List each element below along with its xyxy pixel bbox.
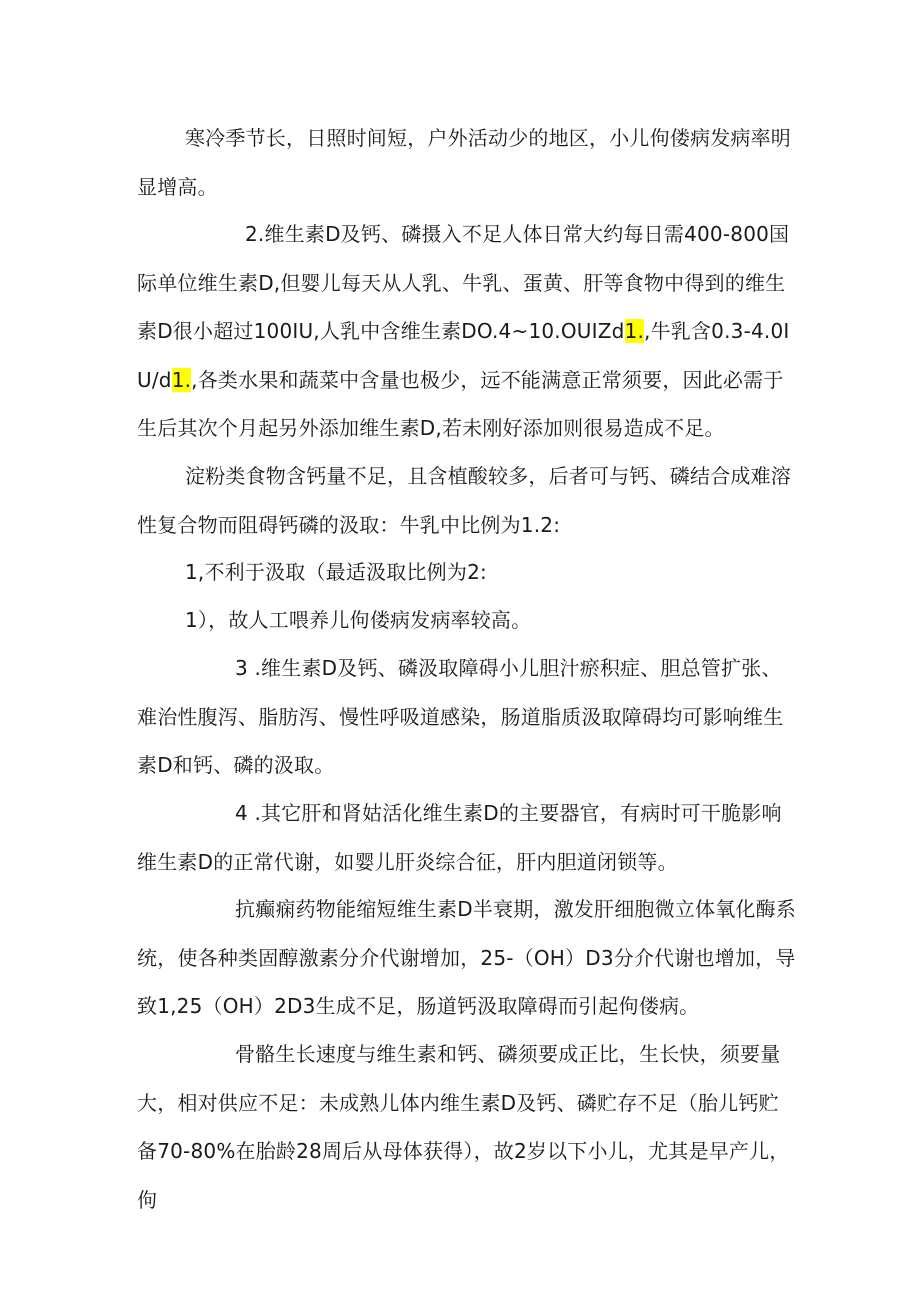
paragraph-text: 2.维生素D及钙、磷摄入不足人体日常大约每日需400-800国际单位维生素D,但婴儿每天从人乳、牛乳、蛋黄、肝等食物中得到的维生素D很小超过100IU,人乳中含维生素DO.4~10.OUIZd xyxy=(137,222,790,343)
highlighted-text: 1. xyxy=(171,367,192,392)
paragraph-artificial-feeding xyxy=(137,596,797,645)
paragraph-text: 骨骼生长速度与维生素和钙、磷须要成正比，生长快，须要量大，相对供应不足：未成熟儿体内维生素D及钙、磷贮存不足（胎儿钙贮备70-80%在胎龄28周后从母体获得），故2岁以下小儿，尤其是早产儿，佝 xyxy=(137,1042,790,1212)
paragraph-liver-kidney xyxy=(137,789,797,886)
paragraph-text: 寒冷季节长，日照时间短，户外活动少的地区，小儿佝偻病发病率明显增高。 xyxy=(137,126,791,199)
paragraph-absorption-disorder xyxy=(137,644,797,790)
paragraph-text: ,各类水果和蔬菜中含量也极少，远不能满意正常须要，因此必需于生后其次个月起另外添加维生素D,若未刚好添加则很易造成不足。 xyxy=(137,367,784,440)
paragraph-text: 4 .其它肝和肾姑活化维生素D的主要器官，有病时可干脆影响维生素D的正常代谢，如婴儿肝炎综合征，肝内胆道闭锁等。 xyxy=(137,801,782,874)
paragraph-text: 抗癫痫药物能缩短维生素D半衰期，激发肝细胞微立体氧化酶系统，使各种类固醇激素分介代谢增加，25-（OH）D3分介代谢也增加，导致1,25（OH）2D3生成不足，肠道钙汲取障碍而引起佝偻病。 xyxy=(137,897,796,1018)
paragraph-text: 1,不利于汲取（最适汲取比例为2: xyxy=(185,560,487,584)
paragraph-absorption-ratio xyxy=(137,548,797,597)
paragraph-text: 3 .维生素D及钙、磷汲取障碍小儿胆汁瘀积症、胆总管扩张、难治性腹泻、脂肪泻、慢性呼吸道感染，肠道脂质汲取障碍均可影响维生素D和钙、磷的汲取。 xyxy=(137,656,784,777)
paragraph-vitamin-d-intake xyxy=(137,210,797,453)
paragraph-starch-calcium xyxy=(137,452,797,549)
paragraph-text: ,牛乳含0.3-4.0IU/d xyxy=(137,319,790,392)
paragraph-antiepileptic xyxy=(137,885,797,1031)
paragraph-text: 1），故人工喂养儿佝偻病发病率较高。 xyxy=(185,608,532,632)
paragraph-text: 淀粉类食物含钙量不足，且含植酸较多，后者可与钙、磷结合成难溶性复合物而阻碍钙磷的汲取：牛乳中比例为1.2: xyxy=(137,464,791,537)
paragraph-bone-growth xyxy=(137,1030,797,1224)
highlighted-text: 1. xyxy=(624,319,645,343)
paragraph-cold-season xyxy=(137,114,797,211)
